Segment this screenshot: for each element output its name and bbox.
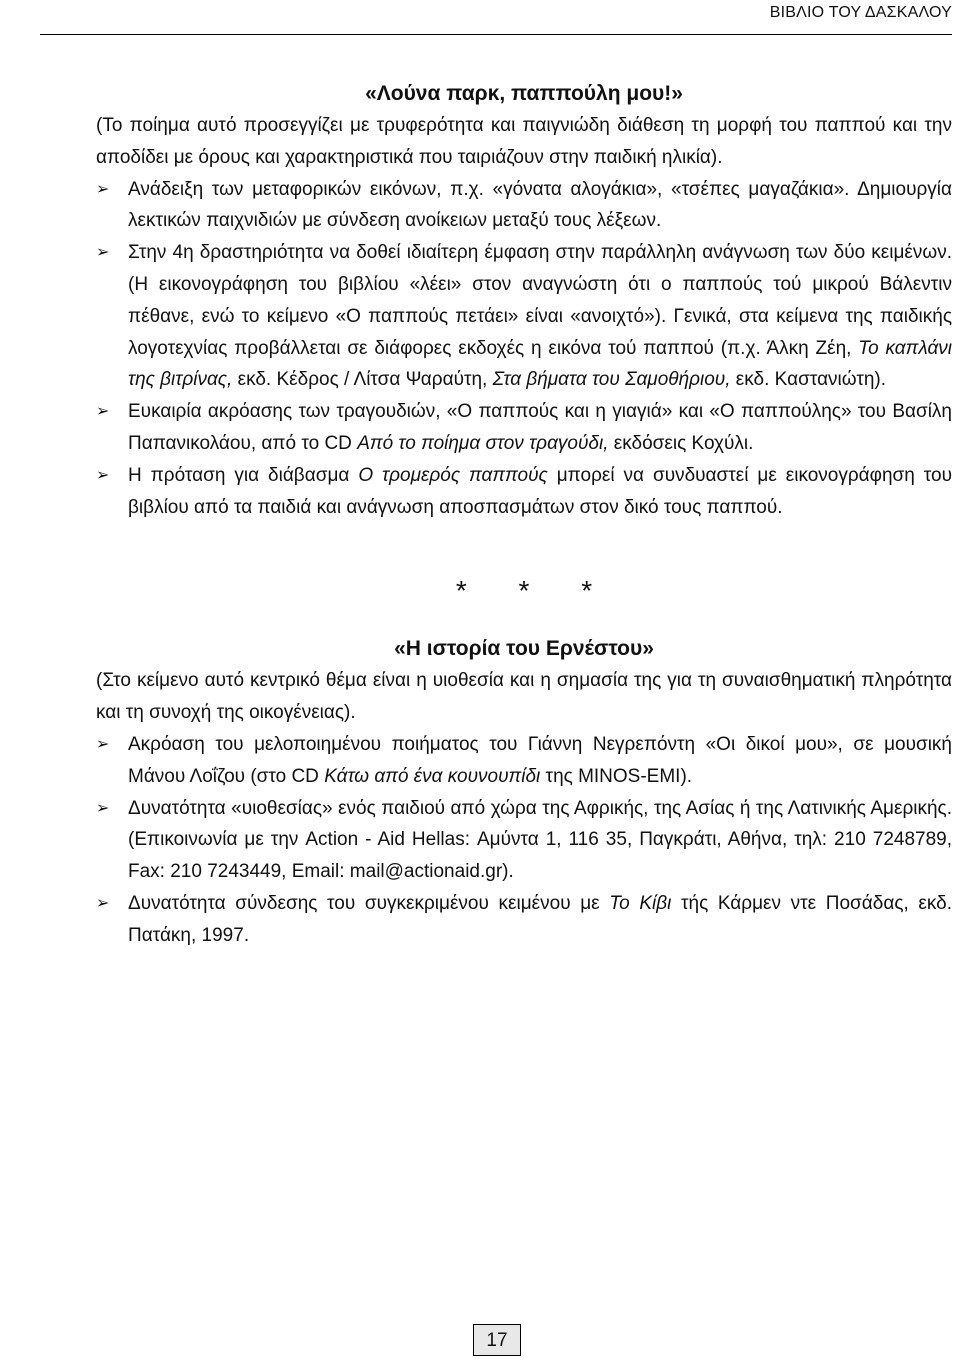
list-item <box>96 237 952 396</box>
list-item-text: Ευκαιρία ακρόασης των τραγουδιών, «Ο παππούς και η γιαγιά» και «Ο παππούλης» του Βασίλη Παπανικολάου, από το CD <box>128 401 952 454</box>
book-title: Το καπλάνι της βιτρίνας, <box>128 337 953 391</box>
page-number: 17 <box>473 1324 521 1356</box>
arrow-bullet-icon: ➢ <box>96 735 110 753</box>
list-item-text: Ανάδειξη των μεταφορικών εικόνων, π.χ. «γόνατα αλογάκια», «τσέπες μαγαζάκια». Δημιουργία λεκτικών παιχνιδιών με σύνδεση ανοίκειων μεταξύ τους λέξεων. <box>128 178 952 232</box>
running-header <box>40 0 952 35</box>
section-separator: * * * <box>455 575 615 607</box>
arrow-bullet-icon: ➢ <box>96 894 110 912</box>
list-item-text: της MINOS-EMI). <box>540 765 693 787</box>
page-content <box>96 78 952 952</box>
list-item-text: Η πρόταση για διάβασμα <box>128 464 359 486</box>
list-item-text: Ακρόαση του μελοποιημένου ποιήματος του Γιάννη Νεγρεπόντη «Οι δικοί μου», σε μουσική Μάνου Λοΐζου (στο CD <box>128 733 952 787</box>
list-item <box>96 174 952 238</box>
arrow-bullet-icon: ➢ <box>96 466 110 484</box>
section-intro: (Το ποίημα αυτό προσεγγίζει με τρυφερότητα και παιγνιώδη διάθεση τη μορφή του παππού και την αποδίδει με όρους και χαρακτηριστικά που ταιριάζουν στην παιδική ηλικία). <box>96 115 952 168</box>
arrow-bullet-icon: ➢ <box>96 799 110 817</box>
list-item-text: Στην 4η δραστηριότητα να δοθεί ιδιαίτερη έμφαση στην παράλληλη ανάγνωση των δύο κειμένων. (Η εικονογράφηση του βιβλίου «λέει» στον αναγνώστη ότι ο παππούς τού μικρού Βάλεντιν πέθανε, ενώ το κείμενο «Ο παππούς πετάει» είναι «ανοιχτό»). Γενικά, στα κείμενα της παιδικής λογοτεχνίας προβάλλεται σε διάφορες εκδοχές η εικόνα τού παππού (π.χ. Άλκη Ζέη, <box>128 242 952 359</box>
list-item <box>96 729 952 793</box>
book-title: Στα βήματα του Σαμοθήριου, <box>492 369 731 391</box>
list-item-text: Δυνατότητα σύνδεσης του συγκεκριμένου κειμένου με <box>128 892 610 914</box>
list-item <box>96 793 952 888</box>
section-title-luna-park: «Λούνα παρκ, παππούλη μου!» <box>365 82 683 105</box>
section-title-ernestos: «Η ιστορία του Ερνέστου» <box>394 637 654 661</box>
book-title: Το Κίβι <box>609 892 672 914</box>
running-header-title: ΒΙΒΛΙΟ ΤΟΥ ΔΑΣΚΑΛΟΥ <box>769 4 952 21</box>
list-item-text: μπορεί να συνδυαστεί με εικονογράφηση του βιβλίου από τα παιδιά και ανάγνωση αποσπασμάτων στον δικό τους παππού. <box>128 464 953 518</box>
arrow-bullet-icon: ➢ <box>96 244 110 262</box>
cd-title: Από το ποίημα στον τραγούδι, <box>357 432 609 454</box>
list-item <box>96 460 952 524</box>
cd-title: Κάτω από ένα κουνουπίδι <box>324 765 541 787</box>
list-item <box>96 396 952 460</box>
arrow-bullet-icon: ➢ <box>96 180 110 198</box>
section-intro: (Στο κείμενο αυτό κεντρικό θέμα είναι η υιοθεσία και η σημασία της για τη συναισθηματική πληρότητα και τη συνοχή της οικογένειας). <box>96 670 952 724</box>
list-item-text: εκδ. Καστανιώτη). <box>730 369 887 391</box>
list-item-text: εκδόσεις Κοχύλι. <box>608 432 754 454</box>
arrow-bullet-icon: ➢ <box>96 403 110 421</box>
list-item <box>96 888 952 952</box>
book-title: Ο τρομερός παππούς <box>358 464 548 486</box>
list-item-text: Δυνατότητα «υιοθεσίας» ενός παιδιού από χώρα της Αφρικής, της Ασίας ή της Λατινικής Αμερικής. (Επικοινωνία με την Action - Aid Hellas: Αμύντα 1, 116 35, Παγκράτι, Αθήνα, τηλ: 210 7248789, Fax: 210 7243449, Email: mail@actionaid.gr). <box>128 797 952 883</box>
list-item-text: τής Κάρμεν ντε Ποσάδας, εκδ. Πατάκη, 1997. <box>128 892 953 946</box>
list-item-text: εκδ. Κέδρος / Λίτσα Ψαραύτη, <box>232 369 493 391</box>
